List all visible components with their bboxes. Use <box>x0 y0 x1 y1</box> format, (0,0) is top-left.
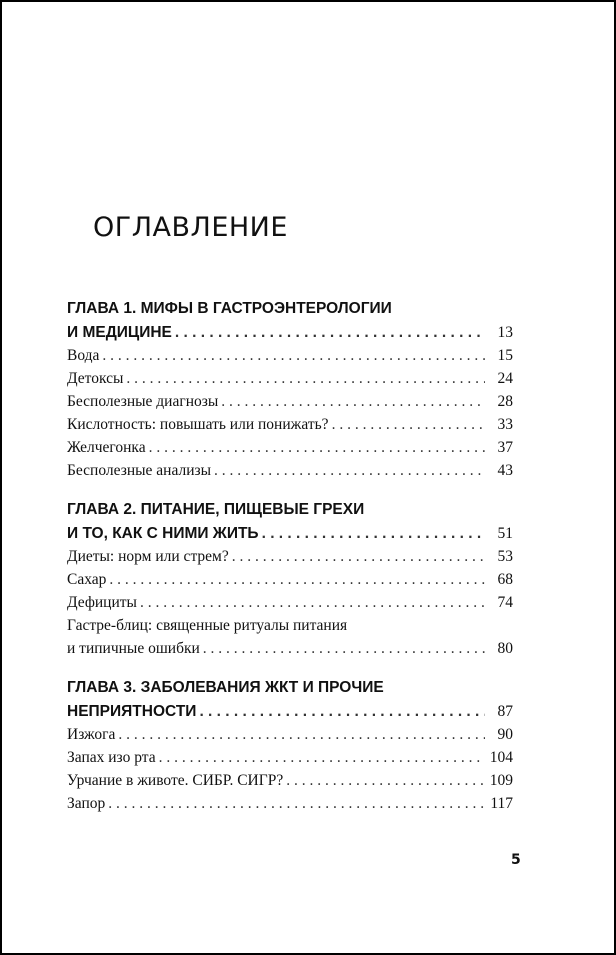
dot-leader <box>108 792 484 815</box>
page-ref: 33 <box>497 416 513 433</box>
page-ref: 15 <box>497 347 513 364</box>
chapter-heading-line: И МЕДИЦИНЕ <box>67 324 172 341</box>
toc-entry[interactable] <box>67 723 513 746</box>
dot-leader <box>203 637 485 660</box>
dot-leader <box>126 367 485 390</box>
page-ref: 24 <box>497 370 513 387</box>
page-ref: 68 <box>497 571 513 588</box>
page-ref: 51 <box>497 525 513 542</box>
entry-label: Запор <box>67 795 106 812</box>
entry-label: Бесполезные диагнозы <box>67 393 219 410</box>
dot-leader <box>102 344 485 367</box>
toc-entry[interactable] <box>67 413 513 436</box>
toc-entry[interactable] <box>67 545 513 568</box>
entry-label: Детоксы <box>67 370 124 387</box>
chapter-heading-row[interactable] <box>67 522 513 545</box>
dot-leader <box>159 746 484 769</box>
chapter-heading-line: И ТО, КАК С НИМИ ЖИТЬ <box>67 525 259 542</box>
toc-entry[interactable] <box>67 637 513 660</box>
table-of-contents <box>67 297 513 831</box>
dot-leader <box>221 390 485 413</box>
page-ref: 53 <box>497 548 513 565</box>
toc-entry[interactable] <box>67 390 513 413</box>
toc-entry[interactable] <box>67 746 513 769</box>
entry-label: Урчание в животе. СИБР. СИГР? <box>67 772 284 789</box>
page-ref: 87 <box>497 703 513 720</box>
page-ref: 28 <box>497 393 513 410</box>
entry-label: Кислотность: повышать или понижать? <box>67 416 329 433</box>
page-ref: 13 <box>497 324 513 341</box>
entry-label: Вода <box>67 347 100 364</box>
page-ref: 117 <box>490 795 513 812</box>
toc-entry[interactable] <box>67 344 513 367</box>
page-ref: 109 <box>489 772 513 789</box>
entry-label: Сахар <box>67 571 107 588</box>
chapter-heading-line: ГЛАВА 2. ПИТАНИЕ, ПИЩЕВЫЕ ГРЕХИ <box>67 501 365 518</box>
toc-entry[interactable] <box>67 367 513 390</box>
chapter-heading-row[interactable] <box>67 700 513 723</box>
toc-entry[interactable] <box>67 769 513 792</box>
dot-leader <box>118 723 485 746</box>
chapter-3 <box>67 676 513 815</box>
dot-leader <box>232 545 485 568</box>
dot-leader <box>262 522 485 545</box>
page-ref: 90 <box>497 726 513 743</box>
chapter-heading-line: НЕПРИЯТНОСТИ <box>67 703 197 720</box>
toc-title: ОГЛАВЛЕНИЕ <box>93 212 288 243</box>
entry-label: Дефициты <box>67 594 137 611</box>
page-ref: 37 <box>497 439 513 456</box>
entry-label: Запах изо рта <box>67 749 156 766</box>
dot-leader <box>332 413 485 436</box>
toc-entry[interactable] <box>67 436 513 459</box>
chapter-heading-line: ГЛАВА 3. ЗАБОЛЕВАНИЯ ЖКТ И ПРОЧИЕ <box>67 679 384 696</box>
toc-entry[interactable] <box>67 591 513 614</box>
page-ref: 74 <box>497 594 513 611</box>
entry-label: Диеты: норм или стрем? <box>67 548 229 565</box>
toc-entry[interactable] <box>67 459 513 482</box>
page-ref: 80 <box>497 640 513 657</box>
entry-label-line[interactable]: Гастре-блиц: священные ритуалы питания <box>67 617 348 634</box>
page-ref: 104 <box>489 749 513 766</box>
dot-leader <box>109 568 485 591</box>
chapter-2 <box>67 498 513 660</box>
entry-label: Изжога <box>67 726 116 743</box>
entry-label: Бесполезные анализы <box>67 462 212 479</box>
dot-leader <box>149 436 485 459</box>
dot-leader <box>286 769 484 792</box>
toc-entry[interactable] <box>67 792 513 815</box>
entry-label: и типичные ошибки <box>67 640 200 657</box>
page-ref: 43 <box>497 462 513 479</box>
dot-leader <box>175 321 485 344</box>
chapter-heading-line: ГЛАВА 1. МИФЫ В ГАСТРОЭНТЕРОЛОГИИ <box>67 300 392 317</box>
dot-leader <box>140 591 485 614</box>
page-number: 5 <box>511 852 521 868</box>
chapter-1 <box>67 297 513 482</box>
dot-leader <box>214 459 485 482</box>
toc-entry[interactable] <box>67 568 513 591</box>
entry-label: Желчегонка <box>67 439 146 456</box>
dot-leader <box>199 700 485 723</box>
chapter-heading-row[interactable] <box>67 321 513 344</box>
